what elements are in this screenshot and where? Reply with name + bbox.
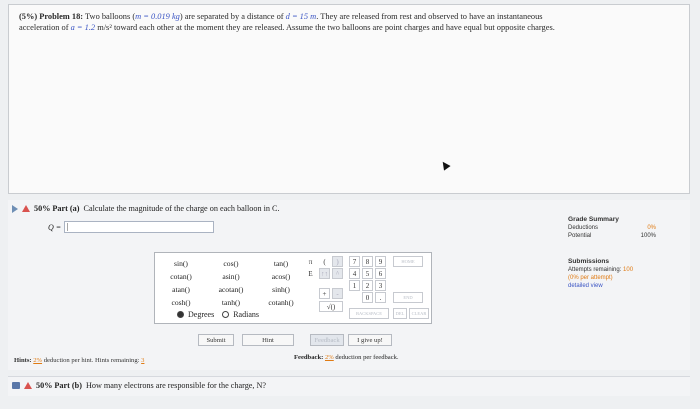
warning-icon [24, 382, 32, 389]
key-sqrt[interactable]: √() [319, 301, 343, 312]
key-close-paren[interactable]: ) [332, 256, 343, 267]
hints-remaining: 3 [141, 357, 145, 364]
key-7[interactable]: 7 [349, 256, 360, 267]
part-b-panel[interactable] [8, 376, 690, 396]
key-6[interactable]: 6 [375, 268, 386, 279]
per-attempt: (0% per attempt) [568, 275, 613, 281]
play-icon[interactable] [12, 205, 18, 213]
key-1[interactable]: 1 [349, 280, 360, 291]
problem-text: (5%) Problem 18: Two balloons (m = 0.019 kg) are separated by a distance of d = 15 m. They are released from rest and observed to have an instantaneous acceleration of a = 1.2 m/s² toward each other at the moment they are released. Assume the two balloons are point charges and have equal but opposite charges. [19, 12, 555, 32]
mass-value: m = 0.019 kg [135, 12, 180, 21]
key-2[interactable]: 2 [362, 280, 373, 291]
backspace-button[interactable]: BACKSPACE [349, 308, 389, 319]
fn-acos-button[interactable]: acos() [271, 272, 291, 281]
fn-asin-button[interactable]: asin() [222, 272, 240, 281]
delete-button[interactable]: DEL [393, 308, 407, 319]
key-open-paren[interactable]: ( [319, 256, 330, 267]
fn-sin-button[interactable]: sin() [174, 259, 188, 268]
answer-input[interactable]: | [64, 221, 214, 233]
potential-row: Potential 100% [568, 233, 656, 239]
submissions-title: Submissions [568, 258, 610, 265]
degrees-radio[interactable] [177, 311, 184, 318]
fn-sinh-button[interactable]: sinh() [272, 285, 290, 294]
book-icon [12, 382, 20, 389]
keypad [305, 254, 431, 324]
grade-summary [568, 216, 656, 290]
give-up-button[interactable]: I give up! [348, 334, 392, 346]
angle-mode [177, 310, 259, 319]
part-a-question: Calculate the magnitude of the charge on each balloon in C. [83, 204, 280, 213]
mouse-cursor-icon [439, 159, 450, 170]
distance-value: d = 15 m [285, 12, 317, 21]
part-b-label: 50% Part (b) [36, 381, 82, 390]
part-a-header [12, 204, 280, 213]
hints-info: Hints: 2% deduction per hint. Hints remaining: 3 [14, 357, 145, 364]
fn-atan-button[interactable]: atan() [172, 285, 190, 294]
home-button[interactable]: HOME [393, 256, 423, 267]
key-plus[interactable]: + [319, 288, 330, 299]
submit-button[interactable]: Submit [198, 334, 234, 346]
degrees-label: Degrees [188, 310, 215, 319]
key-dot[interactable]: . [375, 292, 386, 303]
radians-label: Radians [233, 310, 259, 319]
radians-radio[interactable] [222, 311, 229, 318]
fn-acotan-button[interactable]: acotan() [218, 285, 244, 294]
fn-cotan-button[interactable]: cotan() [170, 272, 192, 281]
key-e[interactable]: E [305, 268, 316, 279]
attempts-row: Attempts remaining: 100 [568, 267, 634, 273]
detailed-view-link[interactable]: detailed view [568, 283, 603, 289]
key-9[interactable]: 9 [375, 256, 386, 267]
fn-tanh-button[interactable]: tanh() [221, 298, 241, 307]
answer-label: Q = [48, 223, 62, 232]
part-b-header [12, 381, 266, 390]
fn-cos-button[interactable]: cos() [223, 259, 239, 268]
key-8[interactable]: 8 [362, 256, 373, 267]
grade-summary-title: Grade Summary [568, 216, 619, 223]
key-power[interactable]: ^ [332, 268, 343, 279]
key-up[interactable]: ↑↑ [321, 270, 328, 278]
fn-cotanh-button[interactable]: cotanh() [268, 298, 294, 307]
feedback-info: Feedback: 2% deduction per feedback. [294, 354, 399, 361]
key-3[interactable]: 3 [375, 280, 386, 291]
calculator [154, 252, 432, 324]
part-a-label: 50% Part (a) [34, 204, 80, 213]
clear-button[interactable]: CLEAR [409, 308, 429, 319]
fn-tan-button[interactable]: tan() [273, 259, 289, 268]
key-4[interactable]: 4 [349, 268, 360, 279]
acceleration-value: a = 1.2 [70, 23, 96, 32]
key-0[interactable]: 0 [362, 292, 373, 303]
part-b-question: How many electrons are responsible for the charge, N? [85, 381, 267, 390]
feedback-button[interactable]: Feedback [310, 334, 344, 346]
key-minus[interactable]: - [332, 288, 343, 299]
fn-cosh-button[interactable]: cosh() [171, 298, 191, 307]
deductions-row: Deductions 0% [568, 225, 656, 231]
end-button[interactable]: END [393, 292, 423, 303]
key-pi[interactable]: π [305, 256, 316, 267]
hint-button[interactable]: Hint [242, 334, 294, 346]
key-5[interactable]: 5 [362, 268, 373, 279]
problem-statement [8, 4, 690, 194]
warning-icon [22, 205, 30, 212]
